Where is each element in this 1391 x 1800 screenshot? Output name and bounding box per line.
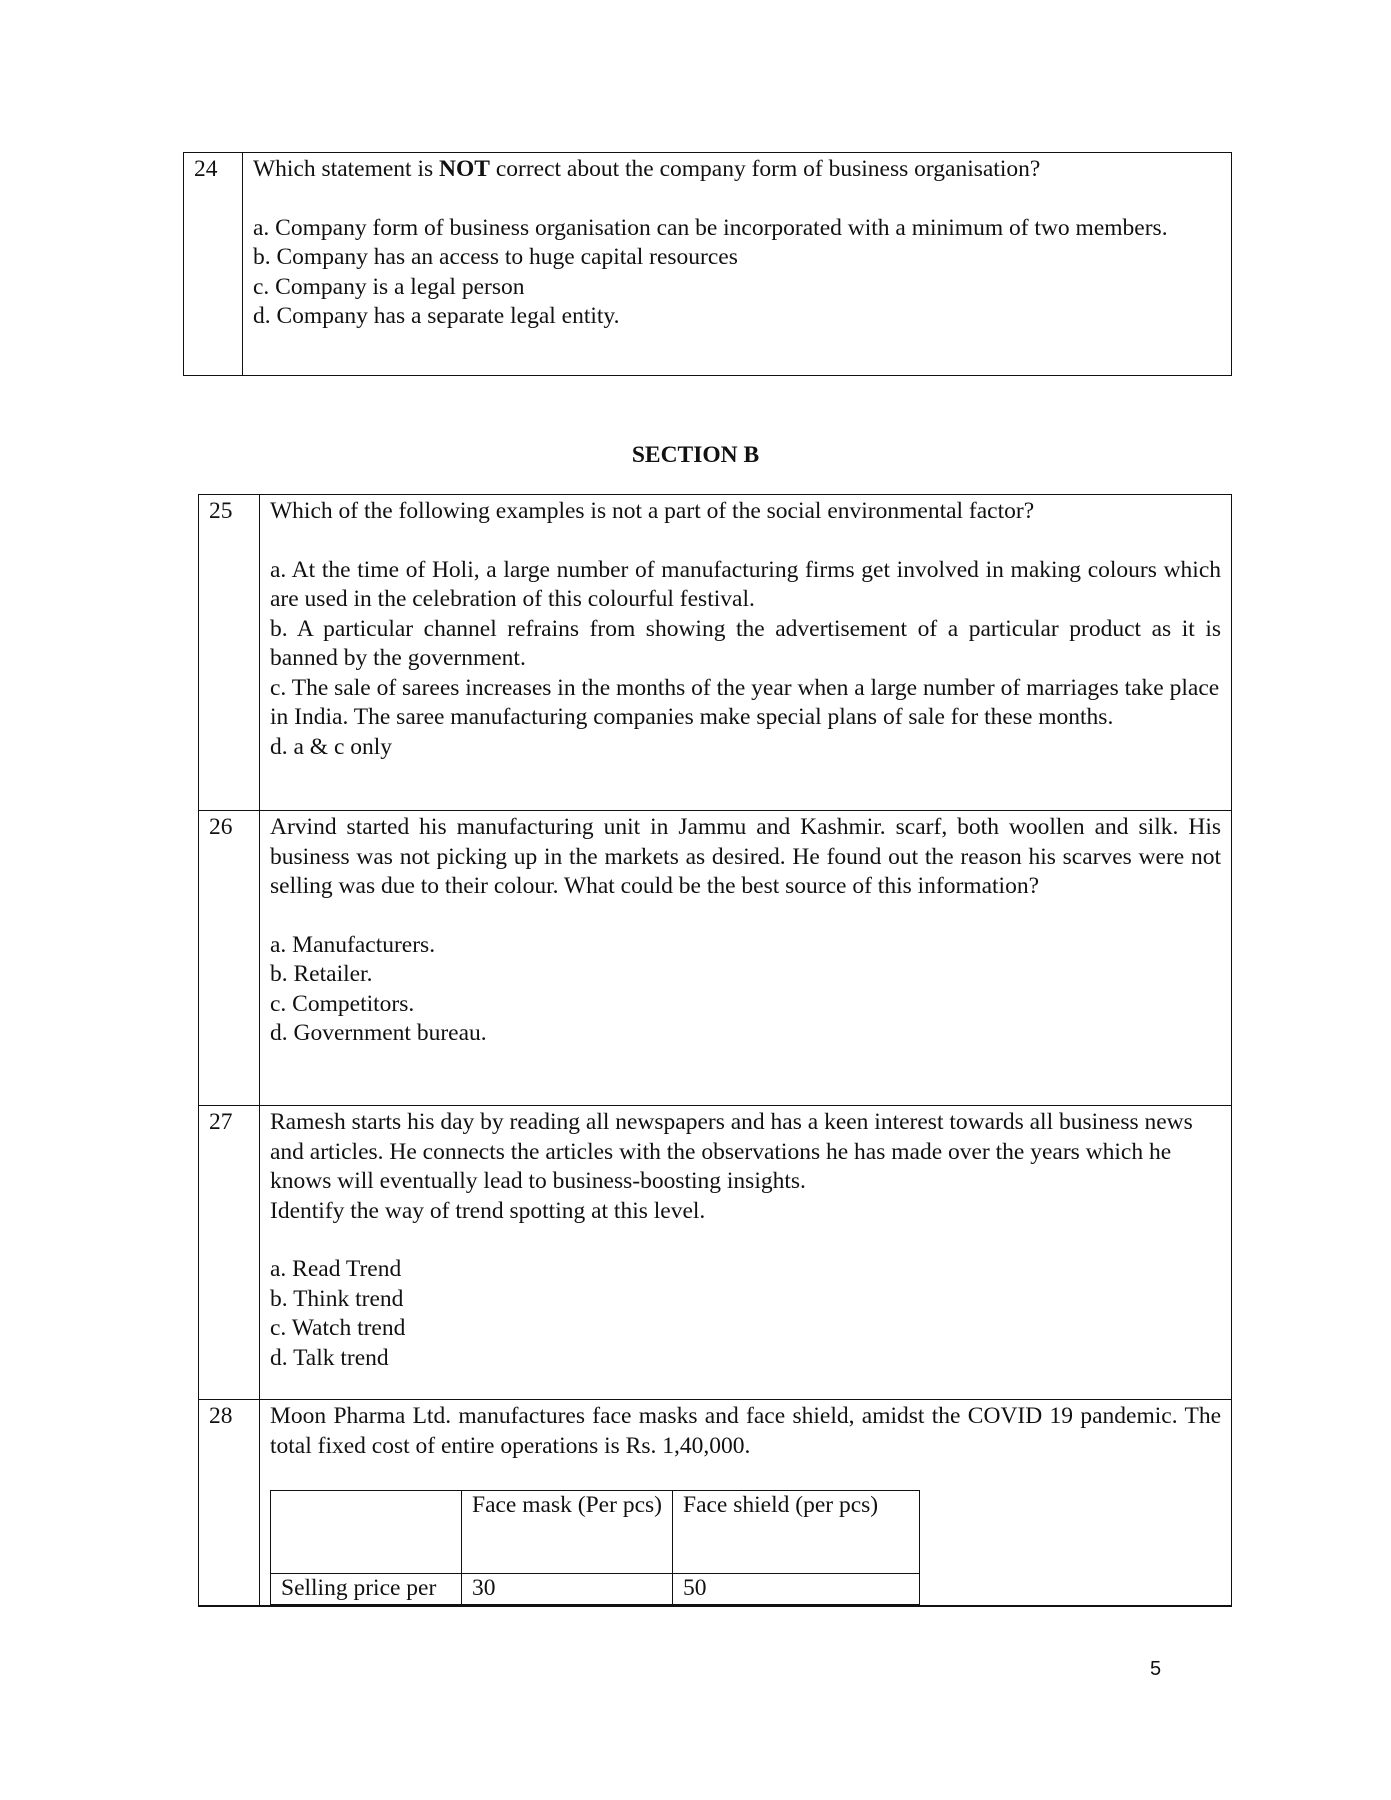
options-list (270, 556, 1221, 763)
options-list (270, 1255, 1221, 1373)
question-body (260, 1106, 1232, 1400)
question-number: 24 (184, 153, 243, 376)
question-24-table (183, 152, 1232, 376)
question-stem: Arvind started his manufacturing unit in Jammu and Kashmir. scarf, both woollen and silk. His business was not picking up in the markets as desired. He found out the reason his scarves were not selling was due to their colour. What could be the best source of this information? (270, 814, 1221, 899)
options-list (253, 214, 1221, 332)
cost-table-header-row (271, 1491, 920, 1574)
question-row (199, 495, 1232, 811)
question-body (260, 1400, 1232, 1606)
question-number: 26 (199, 811, 260, 1106)
option-a: a. At the time of Holi, a large number of manufacturing firms get involved in making colours which are used in the celebration of this colourful festival. (270, 556, 1221, 612)
option-d: d. Company has a separate legal entity. (253, 303, 620, 329)
question-stem (253, 155, 1221, 185)
question-row (199, 1106, 1232, 1400)
face-mask-value: 30 (462, 1574, 673, 1605)
option-b: b. Retailer. (270, 961, 373, 987)
question-stem: Which of the following examples is not a part of the social environmental factor? (270, 498, 1035, 524)
question-row (199, 1400, 1232, 1606)
row-label: Selling price per (271, 1574, 462, 1605)
stem-text: Which statement is (253, 156, 439, 182)
cost-data-table (270, 1490, 920, 1605)
stem-text: correct about the company form of business organisation? (489, 156, 1041, 182)
question-stem (270, 1108, 1221, 1226)
question-row (184, 153, 1232, 376)
option-b: b. A particular channel refrains from showing the advertisement of a particular product as it is banned by the government. (270, 615, 1221, 671)
stem-emphasis: NOT (439, 156, 490, 182)
option-c: c. Watch trend (270, 1315, 406, 1341)
question-stem: Moon Pharma Ltd. manufactures face masks and face shield, amidst the COVID 19 pandemic. The total fixed cost of entire operations is Rs. 1,40,000. (270, 1403, 1221, 1459)
option-d: d. Government bureau. (270, 1020, 487, 1046)
option-c: c. Competitors. (270, 990, 415, 1017)
option-a: a. Company form of business organisation can be incorporated with a minimum of two members. (253, 214, 1168, 241)
option-c: c. Company is a legal person (253, 273, 525, 300)
question-number: 28 (199, 1400, 260, 1606)
section-heading: SECTION B (631, 442, 760, 468)
header-cell (271, 1491, 462, 1574)
page-number: 5 (1150, 1658, 1162, 1680)
section-b-questions-table (198, 494, 1232, 1607)
option-d: d. Talk trend (270, 1344, 389, 1371)
stem-line: Identify the way of trend spotting at this level. (270, 1197, 706, 1224)
option-c: c. The sale of sarees increases in the months of the year when a large number of marriages take place in India. The saree manufacturing companies make special plans of sale for these months. (270, 674, 1220, 730)
question-body (260, 495, 1232, 811)
option-a: a. Manufacturers. (270, 931, 436, 958)
option-d: d. a & c only (270, 733, 393, 760)
header-cell-face-mask: Face mask (Per pcs) (462, 1491, 673, 1574)
cost-table-row (271, 1574, 920, 1605)
question-body (260, 811, 1232, 1106)
question-body (243, 153, 1232, 376)
face-shield-value: 50 (673, 1574, 920, 1605)
question-number: 25 (199, 495, 260, 811)
option-b: b. Think trend (270, 1285, 404, 1312)
option-b: b. Company has an access to huge capital resources (253, 244, 738, 270)
question-number: 27 (199, 1106, 260, 1400)
option-a: a. Read Trend (270, 1256, 402, 1282)
question-row (199, 811, 1232, 1106)
options-list (270, 931, 1221, 1049)
header-cell-face-shield: Face shield (per pcs) (673, 1491, 920, 1574)
stem-line: Ramesh starts his day by reading all newspapers and has a keen interest towards all business news and articles. He connects the articles with the observations he has made over the years which he knows will eventually lead to business-boosting insights. (270, 1109, 1193, 1194)
